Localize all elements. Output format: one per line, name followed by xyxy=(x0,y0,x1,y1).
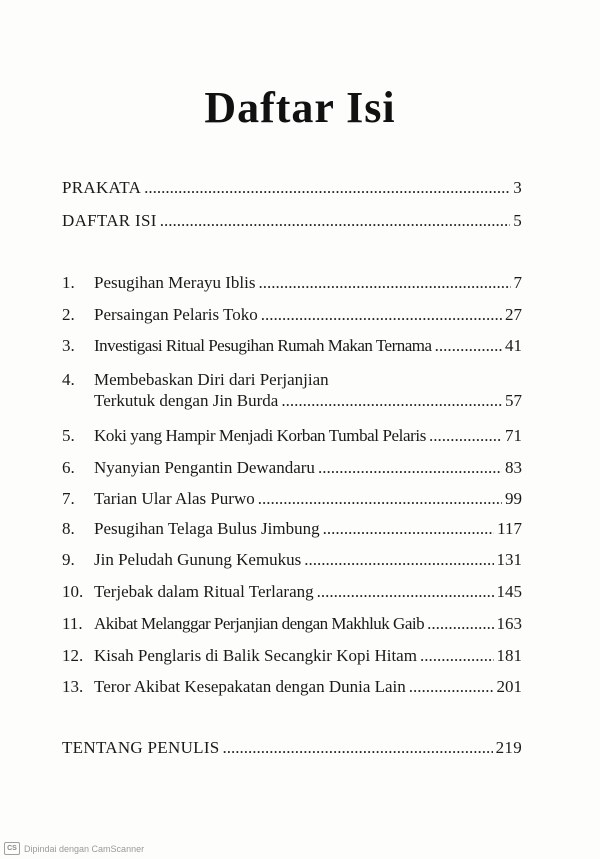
toc-entry-chapter-12 xyxy=(62,646,522,666)
leader-dots xyxy=(144,178,510,198)
chapter-number: 11. xyxy=(62,614,83,633)
toc-entry-label: DAFTAR ISI xyxy=(62,211,157,230)
leader-dots xyxy=(317,582,494,602)
chapter-title: Jin Peludah Gunung Kemukus xyxy=(94,550,302,569)
chapter-page: 27 xyxy=(505,305,522,324)
toc-entry-chapter-5 xyxy=(62,426,522,446)
chapter-number: 2. xyxy=(62,305,75,324)
chapter-page: 57 xyxy=(505,391,522,410)
chapter-page: 99 xyxy=(505,489,522,508)
toc-entry-chapter-4-cont xyxy=(94,391,522,411)
chapter-title: Tarian Ular Alas Purwo xyxy=(94,489,255,508)
toc-entry-chapter-10 xyxy=(62,582,522,602)
chapter-number: 13. xyxy=(62,677,84,696)
chapter-page: 83 xyxy=(505,458,522,477)
toc-entry-chapter-11 xyxy=(62,614,522,634)
leader-dots xyxy=(304,550,493,570)
chapter-number: 6. xyxy=(62,458,75,477)
toc-entry-chapter-6 xyxy=(62,458,522,478)
leader-dots xyxy=(429,426,502,446)
chapter-title: Membebaskan Diri dari Perjanjian xyxy=(94,370,329,389)
toc-entry-tentang-penulis xyxy=(62,738,522,758)
chapter-page: 181 xyxy=(496,646,522,665)
chapter-title: Persaingan Pelaris Toko xyxy=(94,305,258,324)
leader-dots xyxy=(223,738,493,758)
chapter-page: 7 xyxy=(513,273,522,292)
chapter-number: 4. xyxy=(62,370,75,389)
leader-dots xyxy=(435,336,502,356)
leader-dots xyxy=(261,305,502,325)
chapter-page: 201 xyxy=(496,677,522,696)
toc-entry-chapter-4 xyxy=(62,370,522,390)
chapter-title: Koki yang Hampir Menjadi Korban Tumbal Pelaris xyxy=(94,426,426,445)
page-title: Daftar Isi xyxy=(204,83,396,132)
toc-entry-chapter-7 xyxy=(62,489,522,509)
chapter-page: 131 xyxy=(496,550,522,569)
camscanner-logo-icon: CS xyxy=(4,842,20,855)
toc-entry-prakata xyxy=(62,178,522,198)
chapter-page: 117 xyxy=(497,519,522,538)
chapter-title: Akibat Melanggar Perjanjian dengan Makhluk Gaib xyxy=(94,614,425,633)
chapter-page: 145 xyxy=(496,582,522,601)
chapter-page: 163 xyxy=(496,614,522,633)
chapter-number: 12. xyxy=(62,646,84,665)
chapter-title: Terjebak dalam Ritual Terlarang xyxy=(94,582,314,601)
toc-entry-label: PRAKATA xyxy=(62,178,142,197)
chapter-number: 7. xyxy=(62,489,75,508)
chapter-page: 71 xyxy=(505,426,522,445)
chapter-title: Nyanyian Pengantin Dewandaru xyxy=(94,458,315,477)
leader-dots xyxy=(160,211,511,231)
leader-dots xyxy=(258,273,510,293)
leader-dots xyxy=(281,391,502,411)
toc-entry-chapter-3 xyxy=(62,336,522,356)
toc-entry-page: 3 xyxy=(513,178,522,197)
toc-entry-chapter-13 xyxy=(62,677,522,697)
chapter-number: 10. xyxy=(62,582,84,601)
leader-dots xyxy=(427,614,493,634)
chapter-title: Pesugihan Merayu Iblis xyxy=(94,273,256,292)
chapter-page: 41 xyxy=(505,336,522,355)
chapter-number: 5. xyxy=(62,426,75,445)
toc-entry-page: 219 xyxy=(495,738,522,757)
chapter-number: 1. xyxy=(62,273,75,292)
chapter-title: Kisah Penglaris di Balik Secangkir Kopi Hitam xyxy=(94,646,417,665)
chapter-number: 3. xyxy=(62,336,75,355)
chapter-title: Investigasi Ritual Pesugihan Rumah Makan Ternama xyxy=(94,336,432,355)
toc-entry-label: TENTANG PENULIS xyxy=(62,738,220,757)
scanner-text: Dipindai dengan CamScanner xyxy=(24,843,145,854)
chapter-number: 8. xyxy=(62,519,75,538)
toc-entry-chapter-9 xyxy=(62,550,522,570)
chapter-title: Pesugihan Telaga Bulus Jimbung xyxy=(94,519,320,538)
leader-dots xyxy=(258,489,502,509)
toc-entry-chapter-2 xyxy=(62,305,522,325)
chapter-number: 9. xyxy=(62,550,75,569)
chapter-title: Teror Akibat Kesepakatan dengan Dunia Lain xyxy=(94,677,406,696)
leader-dots xyxy=(409,677,494,697)
leader-dots xyxy=(323,519,495,539)
toc-entry-chapter-1 xyxy=(62,273,522,293)
toc-entry-daftar-isi xyxy=(62,211,522,231)
toc-entry-page: 5 xyxy=(513,211,522,230)
scanner-watermark xyxy=(4,842,144,855)
leader-dots xyxy=(420,646,494,666)
chapter-title-continued: Terkutuk dengan Jin Burda xyxy=(94,391,279,410)
toc-entry-chapter-8 xyxy=(62,519,522,539)
leader-dots xyxy=(318,458,502,478)
